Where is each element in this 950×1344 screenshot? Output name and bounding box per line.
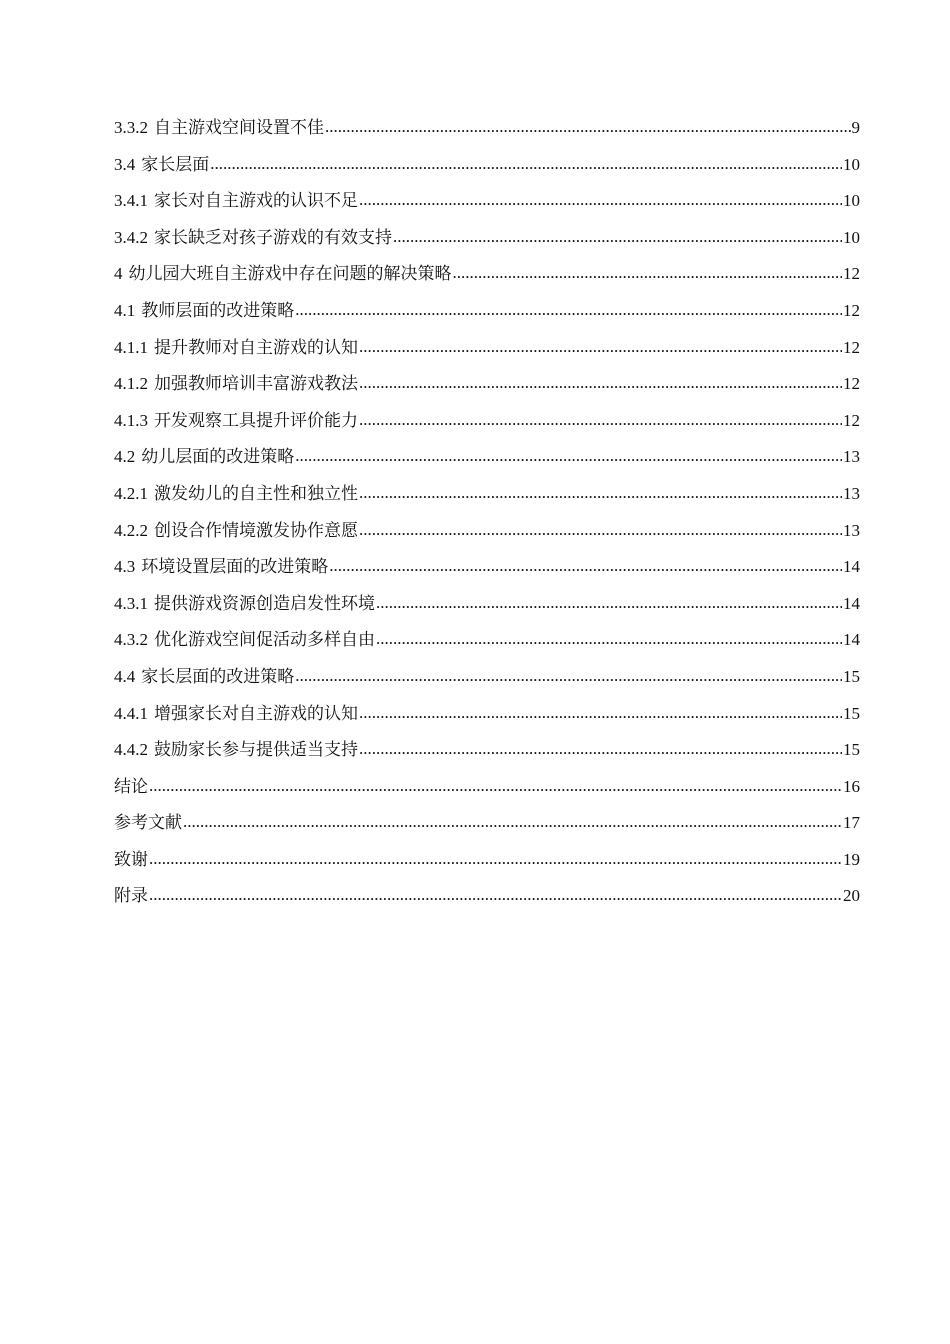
toc-entry[interactable] [114,769,860,806]
toc-entry[interactable] [114,256,860,293]
toc-entry-title: 创设合作情境激发协作意愿 [154,520,358,540]
toc-entry-page: 12 [843,300,860,320]
toc-entry-number: 4.2.1 [114,483,148,503]
toc-dot-leader [376,585,842,622]
toc-entry[interactable] [114,439,860,476]
toc-entry-page: 14 [843,630,860,650]
toc-dot-leader [295,438,842,475]
toc-entry-number: 4.3 [114,557,136,577]
toc-entry[interactable] [114,622,860,659]
toc-entry-title: 幼儿层面的改进策略 [141,447,295,467]
toc-entry[interactable] [114,513,860,550]
toc-entry-title: 鼓励家长参与提供适当支持 [154,740,358,760]
toc-dot-leader [149,841,842,878]
toc-entry[interactable] [114,183,860,220]
toc-entry-number: 4.4.2 [114,740,148,760]
toc-entry[interactable] [114,842,860,879]
toc-entry-page: 19 [843,849,860,869]
toc-entry-page: 16 [843,776,860,796]
toc-entry-number: 4.3.1 [114,593,148,613]
toc-dot-leader [359,475,842,512]
toc-dot-leader [359,182,842,219]
toc-entry-page: 14 [843,593,860,613]
toc-entry-number: 4.1.2 [114,374,148,394]
toc-entry-page: 12 [843,410,860,430]
toc-entry[interactable] [114,659,860,696]
toc-entry-number: 4.1.3 [114,410,148,430]
toc-dot-leader [359,512,842,549]
toc-dot-leader [359,329,842,366]
toc-entry-page: 14 [843,557,860,577]
toc-dot-leader [359,365,842,402]
toc-entry-number: 3.4.1 [114,191,148,211]
toc-dot-leader [359,402,842,439]
toc-dot-leader [453,255,843,292]
toc-entry[interactable] [114,696,860,733]
toc-entry-title: 提供游戏资源创造启发性环境 [154,593,375,613]
toc-entry[interactable] [114,805,860,842]
toc-entry-page: 10 [843,227,860,247]
toc-entry-page: 9 [851,118,860,137]
toc-entry-page: 12 [843,264,860,284]
toc-dot-leader [295,658,842,695]
toc-entry-page: 13 [843,520,860,540]
toc-entry-page: 10 [843,191,860,211]
toc-entry[interactable] [114,878,860,915]
toc-entry[interactable] [114,110,860,147]
toc-entry-title: 参考文献 [114,813,182,833]
toc-entry-page: 12 [843,337,860,357]
toc-entry-title: 结论 [114,776,148,796]
toc-entry[interactable] [114,403,860,440]
toc-entry-number: 4.4.1 [114,703,148,723]
toc-entry-title: 提升教师对自主游戏的认知 [154,337,358,357]
toc-entry-title: 幼儿园大班自主游戏中存在问题的解决策略 [128,264,452,284]
toc-entry[interactable] [114,586,860,623]
toc-entry[interactable] [114,476,860,513]
toc-entry-title: 附录 [114,886,148,906]
toc-dot-leader [210,146,842,183]
toc-entry-page: 15 [843,703,860,723]
toc-entry-title: 家长层面的改进策略 [141,666,295,686]
toc-dot-leader [325,109,851,146]
toc-entry-number: 3.4 [114,154,136,174]
toc-entry[interactable] [114,220,860,257]
toc-entry-number: 4.4 [114,666,136,686]
toc-entry-number: 4 [114,264,123,284]
toc-entry-title: 优化游戏空间促活动多样自由 [154,630,375,650]
toc-entry-title: 增强家长对自主游戏的认知 [154,703,358,723]
toc-entry-title: 家长对自主游戏的认识不足 [154,191,358,211]
toc-entry-page: 13 [843,483,860,503]
toc-dot-leader [149,768,842,805]
toc-entry-page: 15 [843,740,860,760]
toc-entry-number: 4.3.2 [114,630,148,650]
toc-entry-number: 3.4.2 [114,227,148,247]
toc-entry-title: 开发观察工具提升评价能力 [154,410,358,430]
toc-dot-leader [376,621,842,658]
toc-entry[interactable] [114,147,860,184]
toc-dot-leader [329,548,842,585]
toc-entry-number: 4.1 [114,300,136,320]
toc-entry-page: 12 [843,374,860,394]
toc-dot-leader [295,292,842,329]
toc-entry-page: 17 [843,813,860,833]
toc-entry[interactable] [114,549,860,586]
toc-dot-leader [393,219,842,256]
toc-entry[interactable] [114,330,860,367]
toc-dot-leader [359,731,842,768]
toc-entry-page: 10 [843,154,860,174]
toc-entry-page: 20 [843,886,860,906]
toc-entry[interactable] [114,366,860,403]
toc-entry-title: 家长缺乏对孩子游戏的有效支持 [154,227,392,247]
toc-entry-title: 加强教师培训丰富游戏教法 [154,374,358,394]
toc-entry-page: 13 [843,447,860,467]
table-of-contents [114,110,860,915]
toc-dot-leader [183,804,842,841]
toc-entry-title: 教师层面的改进策略 [141,300,295,320]
toc-entry-number: 4.1.1 [114,337,148,357]
toc-entry-page: 15 [843,666,860,686]
toc-entry-number: 3.3.2 [114,118,148,137]
toc-entry[interactable] [114,293,860,330]
toc-entry-title: 环境设置层面的改进策略 [141,557,329,577]
toc-entry-number: 4.2 [114,447,136,467]
toc-dot-leader [359,695,842,732]
toc-entry-title: 家长层面 [141,154,210,174]
toc-entry-number: 4.2.2 [114,520,148,540]
toc-entry-title: 自主游戏空间设置不佳 [154,118,324,137]
toc-entry[interactable] [114,732,860,769]
toc-entry-title: 激发幼儿的自主性和独立性 [154,483,358,503]
toc-entry-title: 致谢 [114,849,148,869]
toc-dot-leader [149,877,842,914]
